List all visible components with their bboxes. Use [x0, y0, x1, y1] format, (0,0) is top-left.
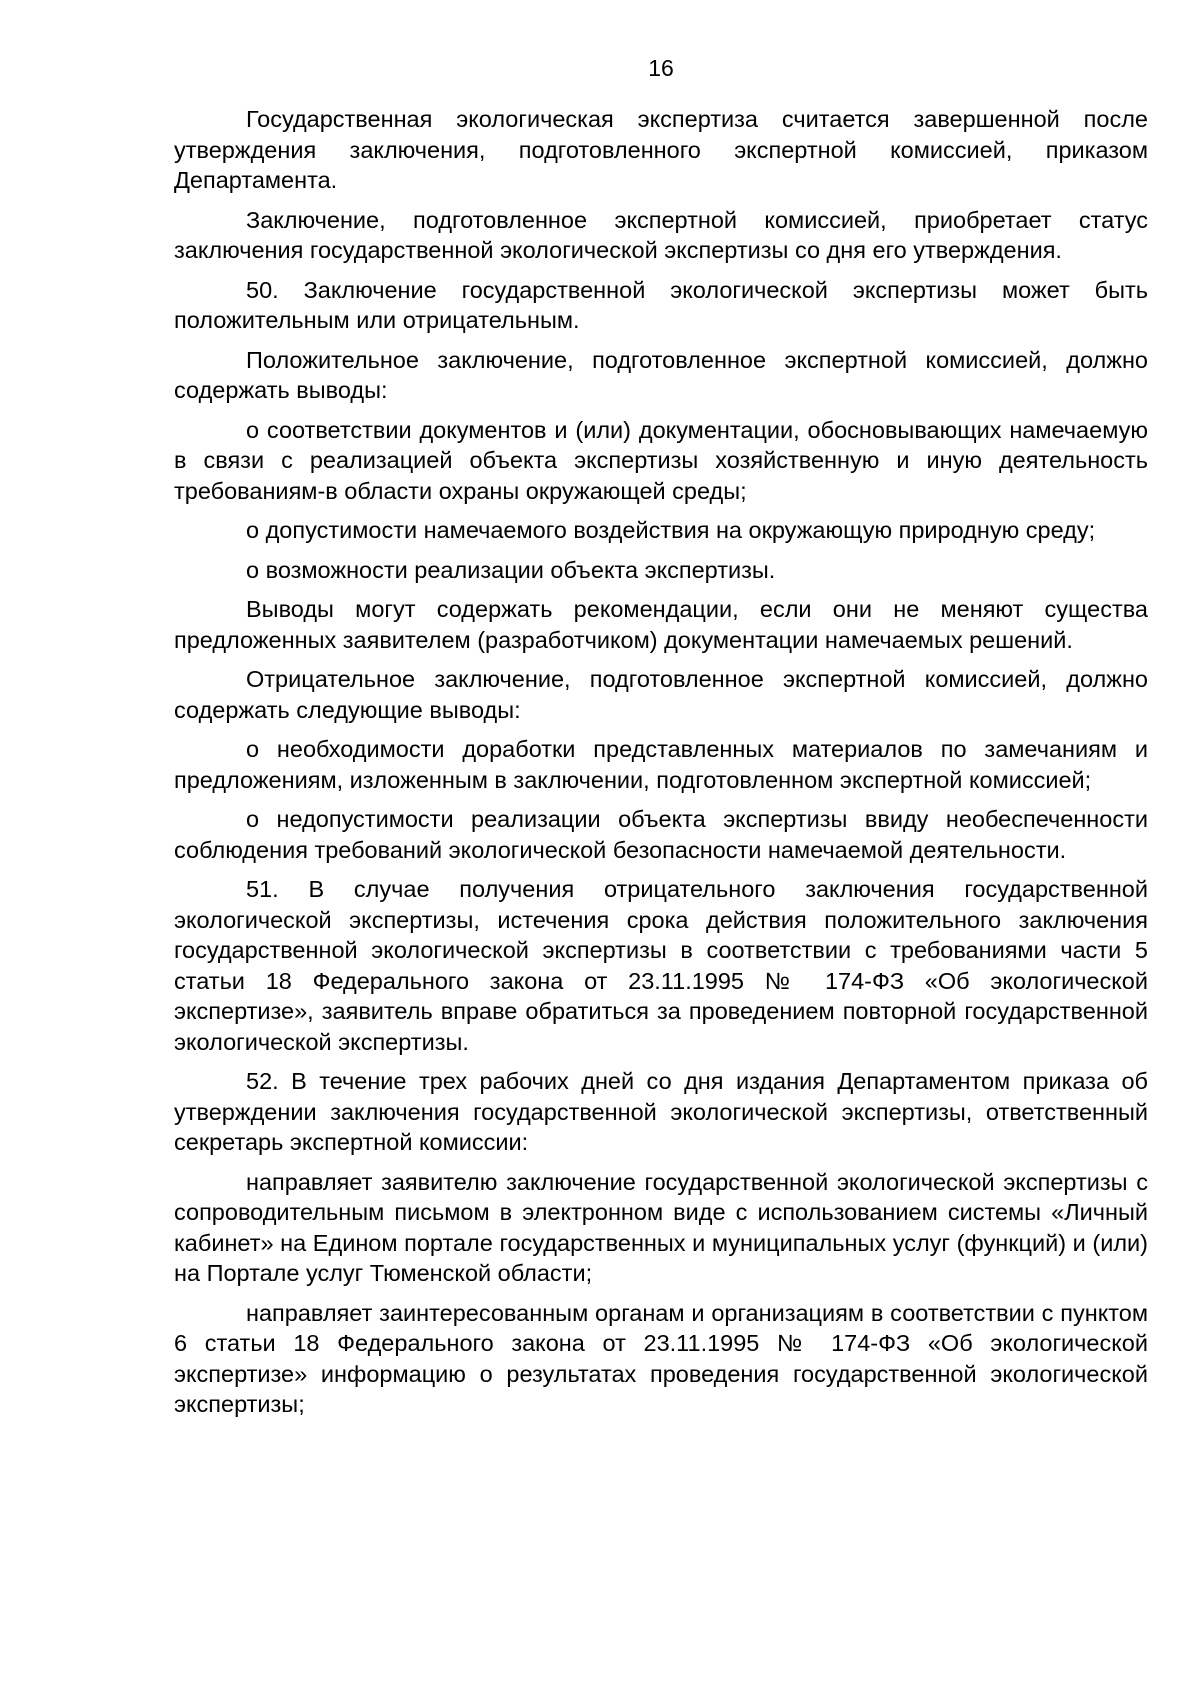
- paragraph: Государственная экологическая экспертиза считается завершенной после утверждения заключения, подготовленного экспертной комиссией, приказом Департамента.: [174, 106, 1148, 193]
- paragraph: направляет заявителю заключение государственной экологической экспертизы с сопроводительным письмом в электронном виде с использованием системы «Личный кабинет» на Едином портале государственных и муниципальных услуг (функций) и (или) на Портале услуг Тюменской области;: [174, 1168, 1148, 1286]
- paragraph: направляет заинтересованным органам и организациям в соответствии с пунктом 6 статьи 18 Федерального закона от 23.11.1995 № 174-ФЗ «Об экологической экспертизе» информацию о результатах проведения государственной экологической экспертизы;: [174, 1299, 1148, 1417]
- document-page: [174, 52, 1148, 1429]
- page-number: 16: [648, 55, 674, 81]
- paragraph: о соответствии документов и (или) документации, обосновывающих намечаемую в связи с реализацией объекта экспертизы хозяйственную и иную деятельность требованиям-в области охраны окружающей среды;: [174, 416, 1148, 504]
- paragraph: о возможности реализации объекта экспертизы.: [246, 556, 776, 583]
- paragraph: Отрицательное заключение, подготовленное экспертной комиссией, должно содержать следующие выводы:: [174, 666, 1148, 723]
- paragraph: Заключение, подготовленное экспертной комиссией, приобретает статус заключения государственной экологической экспертизы со дня его утверждения.: [174, 206, 1148, 263]
- paragraph: 50. Заключение государственной экологической экспертизы может быть положительным или отрицательным.: [174, 276, 1148, 333]
- paragraph: о необходимости доработки представленных материалов по замечаниям и предложениям, изложенным в заключении, подготовленном экспертной комиссией;: [174, 736, 1148, 793]
- paragraph: о недопустимости реализации объекта экспертизы ввиду необеспеченности соблюдения требований экологической безопасности намечаемой деятельности.: [174, 806, 1148, 863]
- paragraph: о допустимости намечаемого воздействия на окружающую природную среду;: [246, 517, 1096, 543]
- paragraph: 51. В случае получения отрицательного заключения государственной экологической экспертизы, истечения срока действия положительного заключения государственной экологической экспертизы в соответствии с требованиями части 5 статьи 18 Федерального закона от 23.11.1995 № 174-ФЗ «Об экологической экспертизе», заявитель вправе обратиться за проведением повторной государственной экологической экспертизы.: [174, 876, 1148, 1055]
- paragraph: Выводы могут содержать рекомендации, если они не меняют существа предложенных заявителем (разработчиком) документации намечаемых решений.: [174, 596, 1148, 653]
- paragraph: Положительное заключение, подготовленное экспертной комиссией, должно содержать выводы:: [174, 346, 1148, 403]
- paragraph: 52. В течение трех рабочих дней со дня издания Департаментом приказа об утверждении заключения государственной экологической экспертизы, ответственный секретарь экспертной комиссии:: [174, 1068, 1148, 1155]
